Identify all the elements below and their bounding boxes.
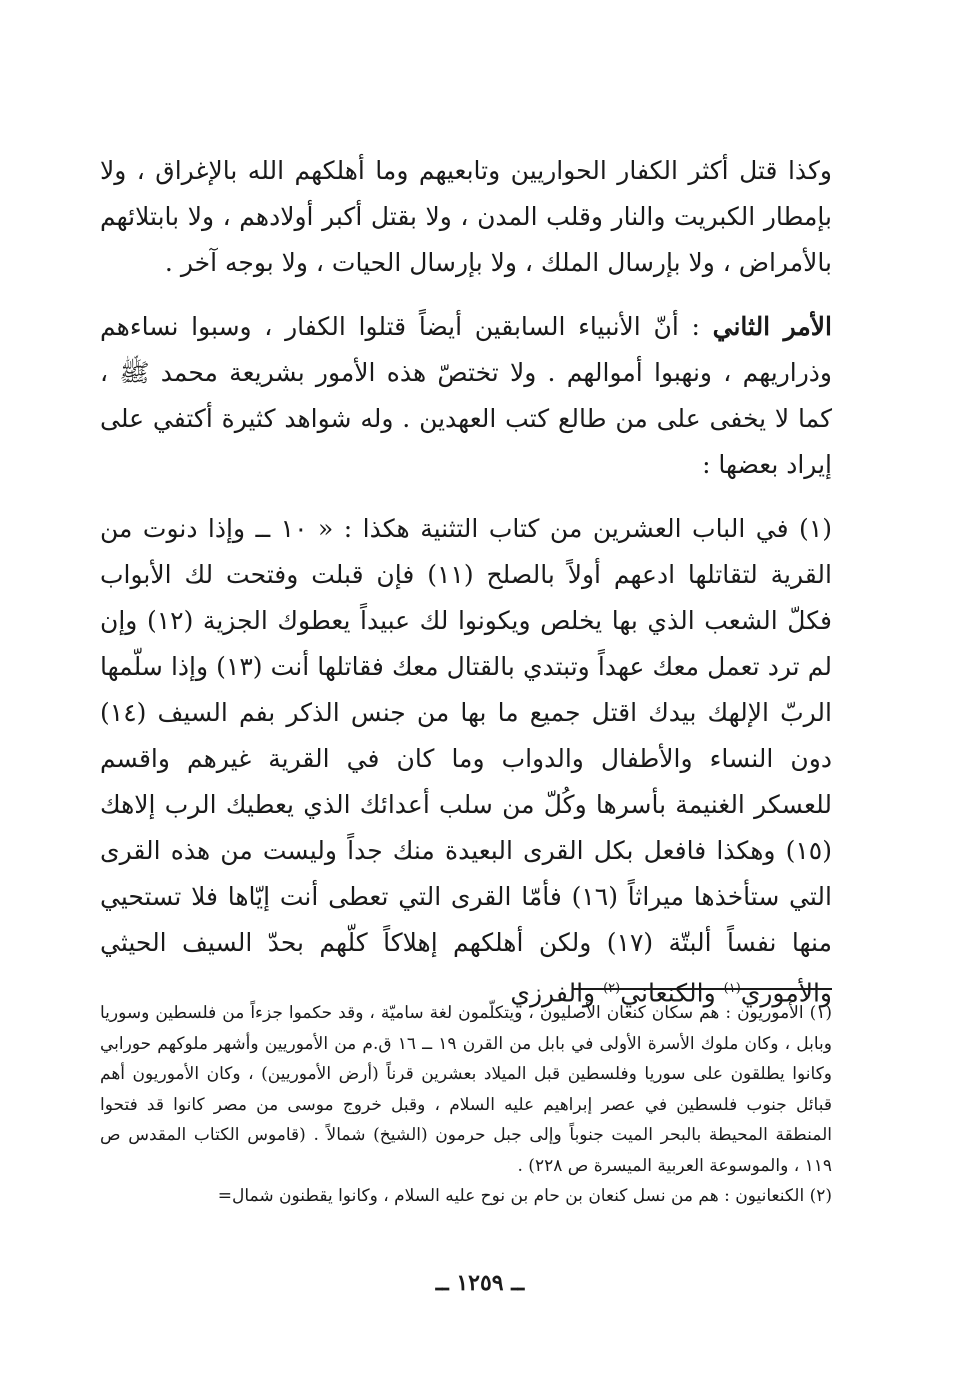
footnote-separator xyxy=(572,988,832,990)
page-number: ــ ١٢٥٩ ــ xyxy=(435,1270,525,1296)
footnote-1: (١) الأموريون : هم سكان كنعان الأصليون ، ويتكلّمون لغة ساميّة ، وقد حكموا جزءاً من فلسطين وسوريا وبابل ، وكان ملوك الأسرة الأولى في بابل من القرن ١٩ ــ ١٦ ق.م من الأموريين وأشهر ملوكهم حورابي وكانوا يطلقون على سوريا وفلسطين قبل الميلاد بعشرين قرناً (أرض الأموريين) ، وكان الأموريون أهم قبائل جنوب فلسطين في عصر إبراهيم عليه السلام ، وقبل خروج موسى من مصر كانوا قد فتحوا المنطقة المحيطة بالبحر الميت جنوباً وإلى جبل حرمون (الشيخ) شمالاً . (قاموس الكتاب المقدس ص ١١٩ ، والموسوعة العربية الميسرة ص ٢٢٨) . xyxy=(100,1003,832,1176)
paragraph-3-mid: والكنعاني xyxy=(620,978,724,1008)
paragraph-3 xyxy=(100,506,832,1016)
footnote-ref-1: (١) xyxy=(723,981,741,996)
footnote-ref-2: (٢) xyxy=(603,981,621,996)
section-label: الأمر الثاني xyxy=(712,312,832,341)
main-text xyxy=(100,148,832,1016)
paragraph-3-text: (١) في الباب العشرين من كتاب التثنية هكذا : « ١٠ ــ وإذا دنوت من القرية لتقاتلها ادعهم أولاً بالصلح (١١) فإن قبلت وفتحت لك الأبواب فكلّ الشعب الذي بها يخلص ويكونوا لك عبيداً يعطوك الجزية (١٢) وإن لم ترد تعمل معك عهداً وتبتدي بالقتال معك فقاتلها أنت (١٣) وإذا سلّمها الربّ الإلهك بيدك اقتل جميع ما بها من جنس الذكر بفم السيف (١٤) دون النساء والأطفال والدواب وما كان في القرية غيرهم واقسم للعسكر الغنيمة بأسرها وكُلّ من سلب أعدائك الذي يعطيك الرب إلاهك (١٥) وهكذا فافعل بكل القرى البعيدة منك جداً وليست من هذه القرى التي ستأخذها ميراثاً (١٦) فأمّا القرى التي تعطى أنت إيّاها فلا تستحيي منها نفساً ألبتّة (١٧) ولكن أهلكهم إهلاكاً كلّهم بحدّ السيف الحيثي والأموري xyxy=(100,514,833,1008)
paragraph-1: وكذا قتل أكثر الكفار الحواريين وتابعيهم وما أهلكهم الله بالإغراق ، ولا بإمطار الكبريت والنار وقلب المدن ، ولا بقتل أكبر أولادهم ، ولا بابتلائهم بالأمراض ، ولا بإرسال الملك ، ولا بإرسال الحيات ، ولا بوجه آخر . xyxy=(100,156,832,277)
paragraph-3-end: والفرزي xyxy=(510,978,604,1008)
footnote-2: (٢) الكنعانيون : هم من نسل كنعان بن حام بن نوح عليه السلام ، وكانوا يقطنون شمال= xyxy=(217,1186,832,1206)
paragraph-2 xyxy=(100,304,832,488)
paragraph-2-text: : أنّ الأنبياء السابقين أيضاً قتلوا الكفار ، وسبوا نساءهم وذراريهم ، ونهبوا أموالهم . ولا تختصّ هذه الأمور بشريعة محمد ﷺ ، كما لا يخفى على من طالع كتب العهدين . وله شواهد كثيرة أكتفي على إيراد بعضها : xyxy=(100,312,832,479)
footnotes xyxy=(100,998,832,1212)
